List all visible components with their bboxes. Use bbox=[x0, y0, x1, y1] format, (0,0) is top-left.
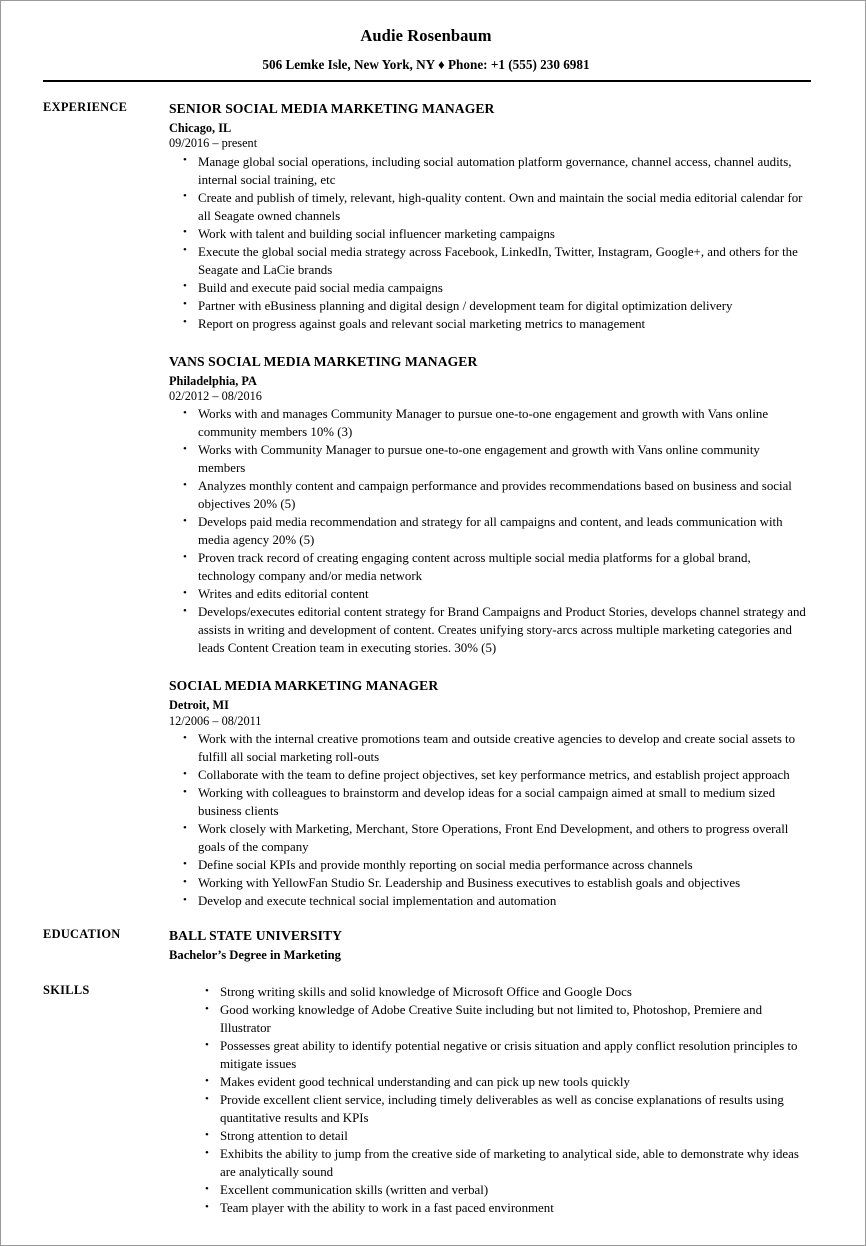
job-location: Philadelphia, PA bbox=[169, 373, 257, 388]
list-item: • Excellent communication skills (written and verbal) bbox=[191, 1181, 809, 1199]
job-title: SENIOR SOCIAL MEDIA MARKETING MANAGER bbox=[169, 101, 495, 117]
section-label-education: EDUCATION bbox=[43, 927, 121, 942]
list-item: • Develop and execute technical social implementation and automation bbox=[169, 892, 809, 910]
list-item: • Execute the global social media strategy across Facebook, LinkedIn, Twitter, Instagram, Google+, and others for the Seagate and LaCie brands bbox=[169, 243, 809, 279]
education-body bbox=[169, 927, 809, 965]
list-item: • Proven track record of creating engaging content across multiple social media platforms for a global brand, technology company and/or media network bbox=[169, 549, 809, 585]
list-item: • Develops/executes editorial content strategy for Brand Campaigns and Product Stories, develops channel strategy and assists in writing and development of content. Creates unifying story-arcs across multiple marketing categories and leads Content Creation team in executing stories. 30% (5) bbox=[169, 603, 809, 657]
list-item: • Works with and manages Community Manager to pursue one-to-one engagement and growth with Vans online community members 10% (3) bbox=[169, 405, 809, 441]
list-item: • Report on progress against goals and relevant social marketing metrics to management bbox=[169, 315, 809, 333]
job-entry bbox=[169, 353, 809, 658]
education-school: BALL STATE UNIVERSITY bbox=[169, 928, 343, 944]
list-item: • Strong attention to detail bbox=[191, 1127, 809, 1145]
skills-body bbox=[169, 983, 809, 1217]
section-label-skills: SKILLS bbox=[43, 983, 90, 998]
list-item: • Collaborate with the team to define project objectives, set key performance metrics, and establish project approach bbox=[169, 766, 809, 784]
list-item: • Working with YellowFan Studio Sr. Leadership and Business executives to establish goals and objectives bbox=[169, 874, 809, 892]
job-entry bbox=[169, 677, 809, 910]
list-item: • Provide excellent client service, including timely deliverables as well as concise explanations of results using quantitative results and KPIs bbox=[191, 1091, 809, 1127]
section-experience bbox=[43, 100, 809, 910]
list-item: • Good working knowledge of Adobe Creative Suite including but not limited to, Photoshop, Premiere and Illustrator bbox=[191, 1001, 809, 1037]
list-item: • Writes and edits editorial content bbox=[169, 585, 809, 603]
job-bullets bbox=[169, 405, 809, 657]
job-dates: 02/2012 – 08/2016 bbox=[169, 389, 262, 404]
section-skills bbox=[43, 983, 809, 1217]
header-divider bbox=[43, 80, 811, 83]
list-item: • Exhibits the ability to jump from the creative side of marketing to analytical side, able to demonstrate why ideas are analytically sound bbox=[191, 1145, 809, 1181]
list-item: • Partner with eBusiness planning and digital design / development team for digital optimization delivery bbox=[169, 297, 809, 315]
list-item: • Works with Community Manager to pursue one-to-one engagement and growth with Vans online community members bbox=[169, 441, 809, 477]
experience-jobs bbox=[169, 100, 809, 910]
list-item: • Manage global social operations, including social automation platform governance, channel access, channel audits, internal social training, etc bbox=[169, 153, 809, 189]
job-dates: 09/2016 – present bbox=[169, 136, 258, 151]
job-entry bbox=[169, 100, 809, 333]
education-degree: Bachelor’s Degree in Marketing bbox=[169, 948, 341, 963]
list-item: • Develops paid media recommendation and strategy for all campaigns and content, and leads communication with media agency 20% (5) bbox=[169, 513, 809, 549]
list-item: • Define social KPIs and provide monthly reporting on social media performance across channels bbox=[169, 856, 809, 874]
skills-bullets bbox=[191, 983, 809, 1217]
list-item: • Analyzes monthly content and campaign performance and provides recommendations based on business and social objectives 20% (5) bbox=[169, 477, 809, 513]
list-item: • Work with talent and building social influencer marketing campaigns bbox=[169, 225, 809, 243]
job-bullets bbox=[169, 153, 809, 333]
job-location: Chicago, IL bbox=[169, 121, 232, 136]
job-dates: 12/2006 – 08/2011 bbox=[169, 713, 262, 728]
candidate-name: Audie Rosenbaum bbox=[360, 26, 492, 45]
spacer-skills bbox=[43, 965, 809, 983]
contact-line: 506 Lemke Isle, New York, NY ♦ Phone: +1 (555) 230 6981 bbox=[262, 57, 590, 73]
list-item: • Makes evident good technical understanding and can pick up new tools quickly bbox=[191, 1073, 809, 1091]
resume-content bbox=[1, 1, 865, 1217]
list-item: • Team player with the ability to work in a fast paced environment bbox=[191, 1199, 809, 1217]
section-label-experience: EXPERIENCE bbox=[43, 100, 128, 115]
section-education bbox=[43, 927, 809, 965]
job-title: VANS SOCIAL MEDIA MARKETING MANAGER bbox=[169, 353, 478, 369]
list-item: • Work closely with Marketing, Merchant, Store Operations, Front End Development, and others to progress overall goals of the company bbox=[169, 820, 809, 856]
list-item: • Work with the internal creative promotions team and outside creative agencies to develop and create social assets to fulfill all social marketing roll-outs bbox=[169, 730, 809, 766]
list-item: • Working with colleagues to brainstorm and develop ideas for a social campaign aimed at small to medium sized business clients bbox=[169, 784, 809, 820]
job-title: SOCIAL MEDIA MARKETING MANAGER bbox=[169, 678, 439, 694]
job-bullets bbox=[169, 730, 809, 910]
list-item: • Build and execute paid social media campaigns bbox=[169, 279, 809, 297]
job-location: Detroit, MI bbox=[169, 698, 229, 713]
list-item: • Create and publish of timely, relevant, high-quality content. Own and maintain the social media editorial calendar for all Seagate owned channels bbox=[169, 189, 809, 225]
spacer-education bbox=[43, 910, 809, 927]
list-item: • Possesses great ability to identify potential negative or crisis situation and apply conflict resolution principles to mitigate issues bbox=[191, 1037, 809, 1073]
list-item: • Strong writing skills and solid knowledge of Microsoft Office and Google Docs bbox=[191, 983, 809, 1001]
